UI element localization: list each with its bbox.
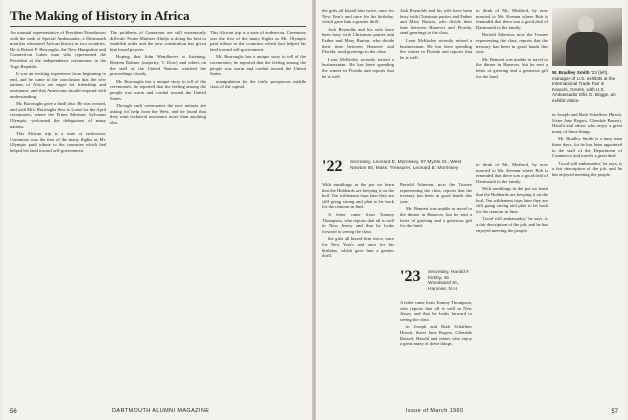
left-page [2, 0, 312, 420]
paragraph: in Joseph and Ruth Schaffner Hirsch, Sister Jane Rogers, Glendale Bassett, Harold and others who enjoy a great many of these things. [400, 324, 472, 347]
caption-name: W. Bradley Smith [552, 70, 590, 75]
right-column-1-lower [322, 182, 394, 394]
paragraph: Bertold Atherton, now the Trustee representing the class, reports that the treasury has been in good hands this year. [400, 182, 472, 204]
portrait-photo [552, 8, 622, 66]
paragraph: The problems of Cameroun are still enormously difficult. Prime Minister Ahidjo is doing his best to establish order and the new constitution has given him broad powers. [110, 30, 206, 52]
right-column-3-lower [476, 162, 548, 394]
paragraph: Mr. Burroughs has a unique story to tell of the ceremonies; he reported that the feeling among the people was warm and cordial toward the United States. [210, 54, 306, 77]
left-column-2 [110, 30, 206, 392]
paragraph: to think of Mr. Medford, by now married to Mr. Keenan where Bob is reminded that there was a good deal of Dartmouth in the family. [476, 8, 548, 30]
paragraph: Mr. Burroughs has a unique story to tell of the ceremonies; he reported that the feeling among the people was warm and cordial toward the United States. [110, 78, 206, 101]
paragraph: Mr. Bradley Smith is a busy man these days, for he has been appointed to the staff of the Department of Commerce and travels a great deal. [552, 136, 622, 159]
photo-caption [552, 70, 622, 104]
left-column-1 [10, 30, 106, 392]
paragraph: A letter came from Tommy Thompson, who reports that all is well in New Jersey and that he looks forward to seeing the class. [322, 211, 394, 234]
portrait-body [566, 32, 608, 66]
footer-title-left: DARTMOUTH ALUMNI MAGAZINE [112, 408, 210, 414]
paragraph: in Joseph and Ruth Schaffner Hirsch, Sister Jane Rogers, Glendale Bassett, Harold and others who enjoy a great many of these things. [552, 112, 622, 134]
paragraph: Through such ceremonies the new nations are asking for help from the West, and he found that they want technical assistance more than anything else. [110, 103, 206, 125]
caption-text: '23 (left), manager of U.S. exhibits at the International Trade Fair in Karachi, Greets, with U.S. Ambassador Ellis O. Briggs, an exhibit visitor. [552, 70, 616, 103]
paragraph: Bertold Atherton, now the Trustee representing the class, reports that the treasury has been in good hands this year. [476, 32, 548, 55]
paragraph: manipulation by the fairly prosperous middle class of the capital. [210, 78, 306, 90]
paragraph: An unusual representative of President Eisenhower with the rank of Special Ambassador, a Dartmouth man has witnessed African history in two countries. He is Robert P. Burroughs, the New Hampshire and Connecticut Lakes man who represented the President at the independence ceremonies in the Togo Republic. [10, 30, 106, 69]
right-column-1 [322, 8, 394, 158]
paragraph: 'Good will ambassador,' he says, is a fair description of the job, and he has enjoyed meeting the people. [476, 216, 548, 233]
paragraph: Mr. Bennett was unable to travel to the dinner in Hanover, but he sent a letter of greeting and a generous gift for the fund. [400, 206, 472, 229]
paragraph: Mr. Bennett was unable to travel to the dinner in Hanover, but he sent a letter of greeting and a generous gift for the fund. [476, 56, 548, 79]
paragraph: A letter came from Tommy Thompson, who reports that all is well in New Jersey and that he looks forward to seeing the class. [400, 300, 472, 322]
paragraph: With rumblings in the pot we learn that the Hubbards are keeping it on the boil. Ten wilderness trips later they are still going strong and plan to be back for the reunion in June. [322, 182, 394, 210]
paragraph: Jack Reynolds and his wife have been busy with Christmas parties and Father and Mary Burton, who divide their time between Hanover and Florida, send greetings to the class. [322, 26, 394, 55]
class-year-22: '22 [322, 158, 343, 175]
paragraph: Mr. Burroughs gave a thrill also. He was invited, and with Mrs. Burroughs flew to Lomé for the April ceremonies, where the Prime Minister, Sylvanus Olympio, welcomed the delegations of many nations. [10, 101, 106, 129]
right-page [316, 0, 626, 420]
class-23-secretary: Secretary, Harold F. Kirkby, 45 Woodward St., Hanover, N.H. [428, 270, 471, 292]
right-column-4 [552, 112, 622, 394]
right-column-2 [400, 8, 472, 158]
paragraph: Leon McKinley recently retired a businessman. He has been spending the winter in Florida and reports that he is well. [400, 37, 472, 60]
paragraph: With rumblings in the pot we learn that the Hubbards are keeping it on the boil. Ten wilderness trips later they are still going strong and plan to be back for the reunion in June. [476, 186, 548, 214]
paragraph: Jack Reynolds and his wife have been busy with Christmas parties and Father and Mary Burton, who divide their time between Hanover and Florida, send greetings to the class. [400, 8, 472, 36]
article-title: The Making of History in Africa [10, 8, 190, 23]
paragraph: to think of Mr. Medford, by now married to Mr. Keenan where Bob is reminded that there was a good deal of Dartmouth in the family. [476, 162, 548, 184]
paragraph: the girls all kissed him twice, once for New Year's and once for his birthday, which gave him a greater thrill. [322, 236, 394, 259]
left-column-3 [210, 30, 306, 392]
paragraph: This African trip is a state of endeavour, Ceremony was the first of the many flights as Mr. Olympio paid tribute to the countries which had helped his land toward self-government. [210, 30, 306, 52]
paragraph: 'Good will ambassador,' he says, is a fair description of the job, and he has enjoyed meeting the people. [552, 160, 622, 177]
title-rule [10, 26, 306, 27]
page-number-left: 56 [10, 409, 17, 415]
right-column-2-bottom [400, 300, 472, 394]
paragraph: the girls all kissed him twice, once for New Year's and once for his birthday, which gave him a greater thrill. [322, 8, 394, 25]
paragraph: It was an exciting experience from beginning to end, and he came to the conclusion that the new nations of Africa are eager for friendship and assistance, and that Americans should respond with understanding. [10, 71, 106, 99]
right-column-3 [476, 8, 548, 158]
right-column-2-lower [400, 182, 472, 262]
paragraph: Hoping that John Wendhover is listening, Reuben Rubner (majority, T. Dow) and others on the staff of the United Nations watched the proceedings closely. [110, 54, 206, 77]
class-22-secretary: Secretary, Leonard E. Morrissey, 87 Myrtle St., West Newton 65, Mass. Treasurer, Leonard E. Morrissey [350, 160, 462, 171]
footer-title-right: Issue of March 1960 [406, 408, 464, 414]
class-year-23: '23 [400, 268, 421, 285]
paragraph: This African trip is a state of endeavour, Ceremony was the first of the many flights as Mr. Olympio paid tribute to the countries which had helped his land toward self-government. [10, 131, 106, 153]
page-number-right: 57 [611, 409, 618, 415]
paragraph: Leon McKinley recently retired a businessman. He has been spending the winter in Florida and reports that he is well. [322, 56, 394, 79]
